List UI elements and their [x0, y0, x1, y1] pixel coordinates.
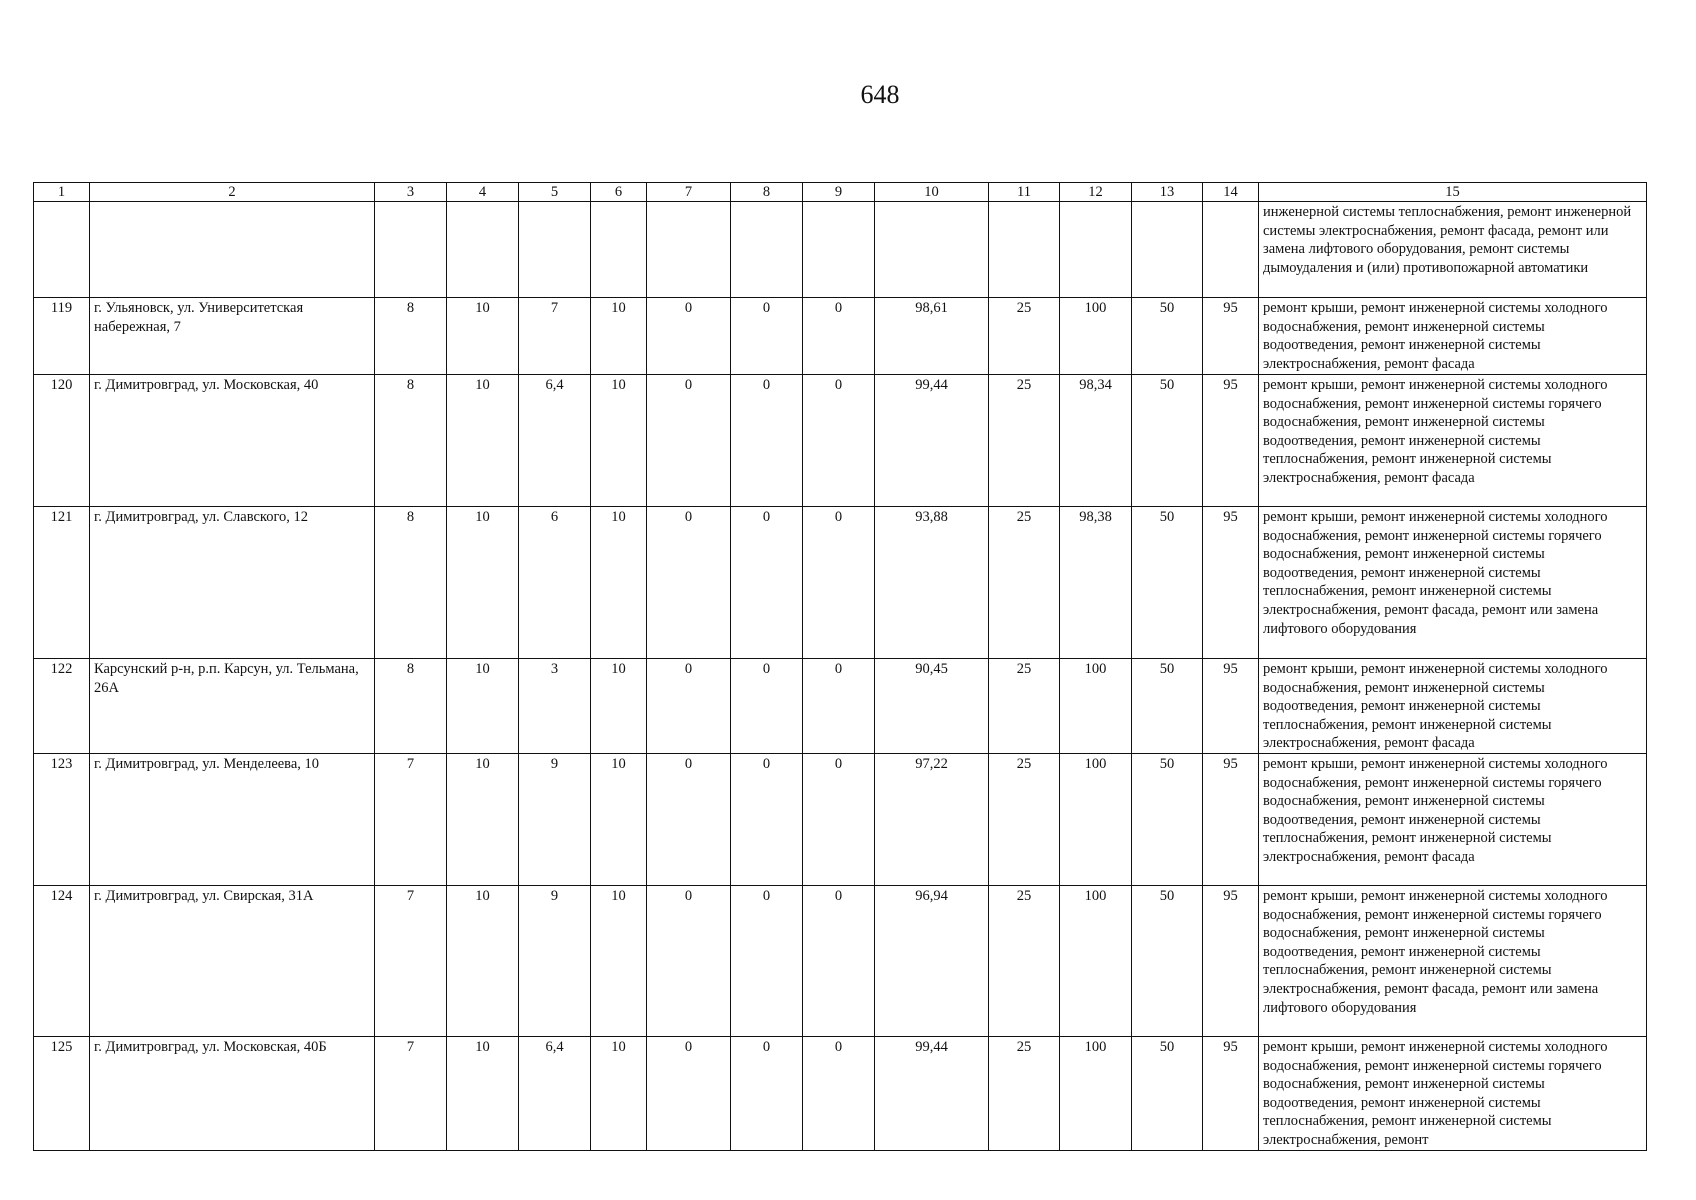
column-header: 5: [519, 183, 591, 202]
value-cell: 90,45: [875, 659, 989, 754]
value-cell: 25: [989, 298, 1060, 375]
works-cell: ремонт крыши, ремонт инженерной системы холодного водоснабжения, ремонт инженерной системы горячего водоснабжения, ремонт инженерной системы водоотведения, ремонт инженерной системы теплоснабжения, ремонт инженерной системы электроснабжения, ремонт фасада: [1259, 754, 1647, 886]
value-cell: 0: [731, 507, 803, 659]
works-cell: ремонт крыши, ремонт инженерной системы холодного водоснабжения, ремонт инженерной системы горячего водоснабжения, ремонт инженерной системы водоотведения, ремонт инженерной системы теплоснабжения, ремонт инженерной системы электроснабжения, ремонт фасада, ремонт или замена лифтового оборудования: [1259, 886, 1647, 1037]
value-cell: 10: [591, 886, 647, 1037]
value-cell: 50: [1132, 507, 1203, 659]
value-cell: 95: [1203, 754, 1259, 886]
address-cell: Карсунский р-н, р.п. Карсун, ул. Тельмана, 26А: [90, 659, 375, 754]
value-cell: 99,44: [875, 1037, 989, 1151]
address-cell: г. Димитровград, ул. Свирская, 31А: [90, 886, 375, 1037]
value-cell: 8: [375, 659, 447, 754]
empty-cell: [447, 202, 519, 298]
value-cell: 0: [731, 1037, 803, 1151]
table-row: [34, 1037, 1647, 1151]
value-cell: 0: [731, 886, 803, 1037]
value-cell: 9: [519, 754, 591, 886]
value-cell: 100: [1060, 298, 1132, 375]
value-cell: 10: [591, 659, 647, 754]
row-number: 125: [34, 1037, 90, 1151]
value-cell: 50: [1132, 298, 1203, 375]
column-header: 13: [1132, 183, 1203, 202]
value-cell: 0: [731, 659, 803, 754]
value-cell: 0: [647, 659, 731, 754]
value-cell: 25: [989, 754, 1060, 886]
value-cell: 7: [375, 1037, 447, 1151]
value-cell: 6,4: [519, 1037, 591, 1151]
row-number: 124: [34, 886, 90, 1037]
value-cell: 50: [1132, 659, 1203, 754]
column-header: 15: [1259, 183, 1647, 202]
column-header: 10: [875, 183, 989, 202]
column-header: 8: [731, 183, 803, 202]
empty-cell: [1203, 202, 1259, 298]
page-number: 648: [860, 80, 900, 109]
empty-cell: [519, 202, 591, 298]
value-cell: 100: [1060, 886, 1132, 1037]
works-cell: ремонт крыши, ремонт инженерной системы холодного водоснабжения, ремонт инженерной системы горячего водоснабжения, ремонт инженерной системы водоотведения, ремонт инженерной системы теплоснабжения, ремонт инженерной системы электроснабжения, ремонт фасада, ремонт или замена лифтового оборудования: [1259, 507, 1647, 659]
value-cell: 98,34: [1060, 375, 1132, 507]
column-header: 14: [1203, 183, 1259, 202]
value-cell: 6,4: [519, 375, 591, 507]
table-row: [34, 298, 1647, 375]
column-header: 4: [447, 183, 519, 202]
column-header: 9: [803, 183, 875, 202]
value-cell: 50: [1132, 375, 1203, 507]
value-cell: 0: [803, 1037, 875, 1151]
empty-cell: [1132, 202, 1203, 298]
empty-cell: [90, 202, 375, 298]
table-row-continuation: [34, 202, 1647, 298]
value-cell: 95: [1203, 1037, 1259, 1151]
value-cell: 0: [647, 507, 731, 659]
empty-cell: [989, 202, 1060, 298]
address-cell: г. Димитровград, ул. Славского, 12: [90, 507, 375, 659]
value-cell: 50: [1132, 886, 1203, 1037]
value-cell: 0: [803, 659, 875, 754]
value-cell: 0: [803, 298, 875, 375]
works-cell: ремонт крыши, ремонт инженерной системы холодного водоснабжения, ремонт инженерной системы горячего водоснабжения, ремонт инженерной системы водоотведения, ремонт инженерной системы теплоснабжения, ремонт инженерной системы электроснабжения, ремонт: [1259, 1037, 1647, 1151]
value-cell: 0: [647, 754, 731, 886]
value-cell: 98,38: [1060, 507, 1132, 659]
value-cell: 7: [375, 886, 447, 1037]
column-header: 1: [34, 183, 90, 202]
row-number: 121: [34, 507, 90, 659]
table-row: [34, 886, 1647, 1037]
value-cell: 10: [447, 298, 519, 375]
address-cell: г. Димитровград, ул. Московская, 40: [90, 375, 375, 507]
table-row: [34, 754, 1647, 886]
value-cell: 0: [803, 754, 875, 886]
value-cell: 0: [731, 298, 803, 375]
value-cell: 0: [803, 507, 875, 659]
value-cell: 50: [1132, 1037, 1203, 1151]
empty-cell: [34, 202, 90, 298]
row-number: 122: [34, 659, 90, 754]
value-cell: 96,94: [875, 886, 989, 1037]
value-cell: 25: [989, 1037, 1060, 1151]
value-cell: 0: [647, 375, 731, 507]
table-row: [34, 375, 1647, 507]
value-cell: 0: [731, 375, 803, 507]
value-cell: 7: [519, 298, 591, 375]
works-cell: ремонт крыши, ремонт инженерной системы холодного водоснабжения, ремонт инженерной системы водоотведения, ремонт инженерной системы теплоснабжения, ремонт инженерной системы электроснабжения, ремонт фасада: [1259, 659, 1647, 754]
repair-table: [33, 182, 1647, 1151]
value-cell: 95: [1203, 375, 1259, 507]
works-cell: инженерной системы теплоснабжения, ремонт инженерной системы электроснабжения, ремонт фасада, ремонт или замена лифтового оборудования, ремонт системы дымоудаления и (или) противопожарной автоматики: [1259, 202, 1647, 298]
column-header: 7: [647, 183, 731, 202]
empty-cell: [647, 202, 731, 298]
value-cell: 10: [447, 659, 519, 754]
address-cell: г. Ульяновск, ул. Университетская набережная, 7: [90, 298, 375, 375]
value-cell: 25: [989, 886, 1060, 1037]
value-cell: 97,22: [875, 754, 989, 886]
value-cell: 10: [591, 375, 647, 507]
row-number: 120: [34, 375, 90, 507]
value-cell: 6: [519, 507, 591, 659]
value-cell: 0: [647, 298, 731, 375]
value-cell: 25: [989, 659, 1060, 754]
table-row: [34, 659, 1647, 754]
value-cell: 10: [447, 507, 519, 659]
value-cell: 0: [803, 886, 875, 1037]
value-cell: 95: [1203, 659, 1259, 754]
value-cell: 50: [1132, 754, 1203, 886]
column-header: 12: [1060, 183, 1132, 202]
value-cell: 10: [447, 375, 519, 507]
value-cell: 8: [375, 298, 447, 375]
value-cell: 100: [1060, 659, 1132, 754]
value-cell: 9: [519, 886, 591, 1037]
value-cell: 10: [447, 754, 519, 886]
column-header: 3: [375, 183, 447, 202]
row-number: 123: [34, 754, 90, 886]
header-row: [34, 183, 1647, 202]
value-cell: 0: [647, 886, 731, 1037]
value-cell: 10: [591, 754, 647, 886]
value-cell: 99,44: [875, 375, 989, 507]
value-cell: 10: [447, 886, 519, 1037]
value-cell: 95: [1203, 507, 1259, 659]
value-cell: 93,88: [875, 507, 989, 659]
empty-cell: [875, 202, 989, 298]
empty-cell: [375, 202, 447, 298]
value-cell: 8: [375, 375, 447, 507]
value-cell: 8: [375, 507, 447, 659]
column-header: 2: [90, 183, 375, 202]
value-cell: 3: [519, 659, 591, 754]
value-cell: 0: [731, 754, 803, 886]
value-cell: 7: [375, 754, 447, 886]
empty-cell: [803, 202, 875, 298]
works-cell: ремонт крыши, ремонт инженерной системы холодного водоснабжения, ремонт инженерной системы горячего водоснабжения, ремонт инженерной системы водоотведения, ремонт инженерной системы теплоснабжения, ремонт инженерной системы электроснабжения, ремонт фасада: [1259, 375, 1647, 507]
value-cell: 0: [647, 1037, 731, 1151]
value-cell: 98,61: [875, 298, 989, 375]
address-cell: г. Димитровград, ул. Московская, 40Б: [90, 1037, 375, 1151]
value-cell: 95: [1203, 298, 1259, 375]
empty-cell: [591, 202, 647, 298]
value-cell: 95: [1203, 886, 1259, 1037]
column-header: 11: [989, 183, 1060, 202]
value-cell: 25: [989, 507, 1060, 659]
works-cell: ремонт крыши, ремонт инженерной системы холодного водоснабжения, ремонт инженерной системы водоотведения, ремонт инженерной системы электроснабжения, ремонт фасада: [1259, 298, 1647, 375]
value-cell: 10: [591, 1037, 647, 1151]
value-cell: 10: [591, 298, 647, 375]
value-cell: 0: [803, 375, 875, 507]
column-header: 6: [591, 183, 647, 202]
empty-cell: [731, 202, 803, 298]
table-row: [34, 507, 1647, 659]
value-cell: 100: [1060, 754, 1132, 886]
value-cell: 10: [447, 1037, 519, 1151]
value-cell: 10: [591, 507, 647, 659]
value-cell: 25: [989, 375, 1060, 507]
value-cell: 100: [1060, 1037, 1132, 1151]
empty-cell: [1060, 202, 1132, 298]
row-number: 119: [34, 298, 90, 375]
address-cell: г. Димитровград, ул. Менделеева, 10: [90, 754, 375, 886]
